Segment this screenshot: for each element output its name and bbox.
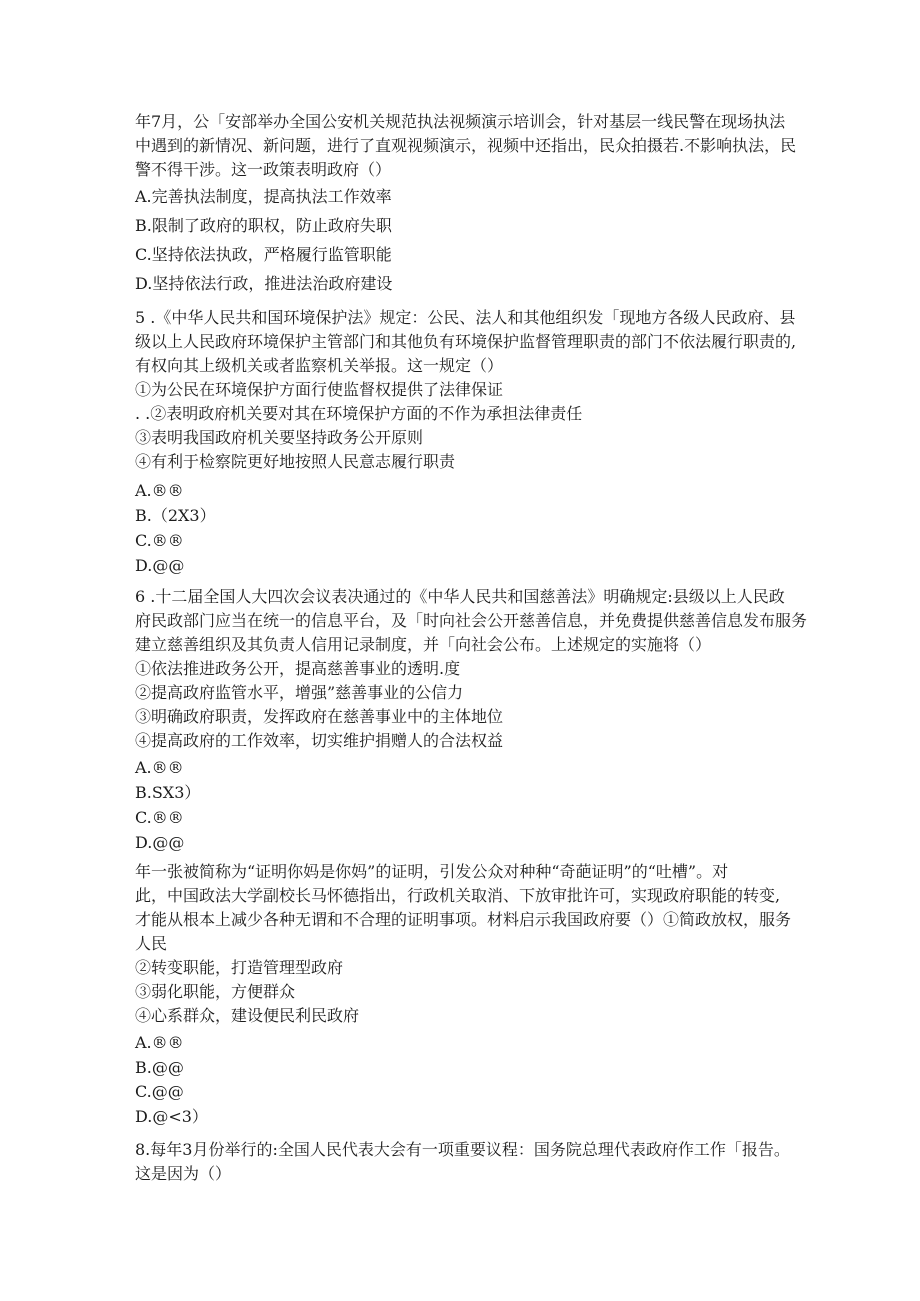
option-c: C.®®	[135, 808, 184, 827]
answer-options	[135, 478, 835, 578]
question-stem-line: 6 .十二届全国人大四次会议表决通过的《中华人民共和国慈善法》明确规定:县级以上人民政	[135, 587, 785, 606]
question-block	[135, 1138, 835, 1186]
statement-list	[135, 378, 835, 474]
question-stem-line: 建立慈善组织及其负责人信用记录制度，并「向社会公布。上述规定的实施将（）	[135, 635, 712, 654]
question-stem-line: 年7月，公「安部举办全国公安机关规范执法视频演示培训会，针对基层一线民警在现场执法	[135, 112, 786, 131]
question-stem-line: 8.每年3月份举行的:全国人民代表大会有一项重要议程：国务院总理代表政府作工作「报告。	[135, 1140, 790, 1159]
document-page	[135, 110, 835, 1186]
option-b: B.SX3）	[135, 783, 201, 802]
option-b: B.@@	[135, 1057, 184, 1077]
option-b: B.限制了政府的职权，防止政府失职	[135, 216, 392, 235]
question-stem-line: 人民	[135, 934, 168, 953]
option-c: C.®®	[135, 531, 184, 550]
answer-options	[135, 182, 835, 298]
statement-line: ①依法推进政务公开，提高慈善事业的透明.度	[135, 659, 461, 678]
question-stem	[135, 306, 835, 378]
answer-options	[135, 755, 835, 855]
option-b: B.（2X3）	[135, 506, 216, 525]
answer-options	[135, 1031, 835, 1129]
question-stem-line: 府民政部门应当在统一的信息平台，及「时向社会公开慈善信息，并免费提供慈善信息发布服务	[135, 611, 808, 630]
question-stem-line: 才能从根本上减少各种无谓和不合理的证明事项。材料启示我国政府要（）①简政放权，服务	[135, 910, 792, 929]
option-c: C.@@	[135, 1082, 184, 1101]
option-c: C.坚持依法执政，严格履行监管职能	[135, 245, 392, 264]
option-d: D.@<3）	[135, 1106, 208, 1126]
statement-line: ④有利于检察院更好地按照人民意志履行职责	[135, 452, 456, 471]
question-stem	[135, 1138, 835, 1186]
question-block	[135, 110, 835, 298]
question-stem	[135, 110, 835, 182]
option-a: A.®®	[135, 758, 184, 777]
question-block	[135, 585, 835, 855]
statement-line: ②转变职能，打造管理型政府	[135, 958, 344, 977]
statement-line: ②提高政府监管水平，增强”慈善事业的公信力	[135, 683, 464, 702]
statement-line: . .②表明政府机关要对其在环境保护方面的不作为承担法律责任	[135, 404, 583, 423]
statement-list	[135, 956, 835, 1028]
question-block	[135, 860, 835, 1129]
statement-line: ④提高政府的工作效率，切实维护捐赠人的合法权益	[135, 731, 504, 750]
statement-list	[135, 657, 835, 753]
option-d: D.坚持依法行政，推进法治政府建设	[135, 274, 393, 293]
statement-line: ③弱化职能，方便群众	[135, 982, 296, 1001]
question-stem-line: 有权向其上级机关或者监察机关举报。这一规定（）	[135, 356, 504, 375]
question-stem-line: 中遇到的新情况、新问题，进行了直观视频演示，视频中还指出，民众拍摄若.不影响执法，民	[135, 136, 797, 155]
question-stem-line: 级以上人民政府环境保护主管部门和其他负有环境保护监督管理职责的部门不依法履行职责的,	[135, 332, 797, 351]
question-stem-line: 警不得干涉。这一政策表明政府（）	[135, 160, 392, 179]
option-d: D.@@	[135, 556, 185, 575]
question-stem-line: 年一张被简称为“证明你妈是你妈”的证明，引发公众对种种“奇葩证明”的“吐槽”。对	[135, 862, 729, 881]
option-d: D.@@	[135, 833, 185, 852]
statement-line: ④心系群众，建设便民利民政府	[135, 1006, 360, 1025]
option-a: A.®®	[135, 1033, 184, 1052]
question-stem-line: 此，中国政法大学副校长马怀德指出，行政机关取消、下放审批许可，实现政府职能的转变,	[135, 886, 781, 905]
statement-line: ①为公民在环境保护方面行使监督权提供了法律保证	[135, 380, 504, 399]
question-block	[135, 306, 835, 578]
statement-line: ③表明我国政府机关要坚持政务公开原则	[135, 428, 424, 447]
option-a: A.完善执法制度，提高执法工作效率	[135, 187, 392, 206]
question-stem-line: 5 .《中华人民共和国环境保护法》规定：公民、法人和其他组织发「现地方各级人民政府、县	[135, 308, 796, 327]
statement-line: ③明确政府职责，发挥政府在慈善事业中的主体地位	[135, 707, 504, 726]
question-stem	[135, 585, 835, 657]
option-a: A.®®	[135, 481, 184, 500]
question-stem	[135, 860, 835, 956]
question-stem-line: 这是因为（）	[135, 1164, 232, 1183]
